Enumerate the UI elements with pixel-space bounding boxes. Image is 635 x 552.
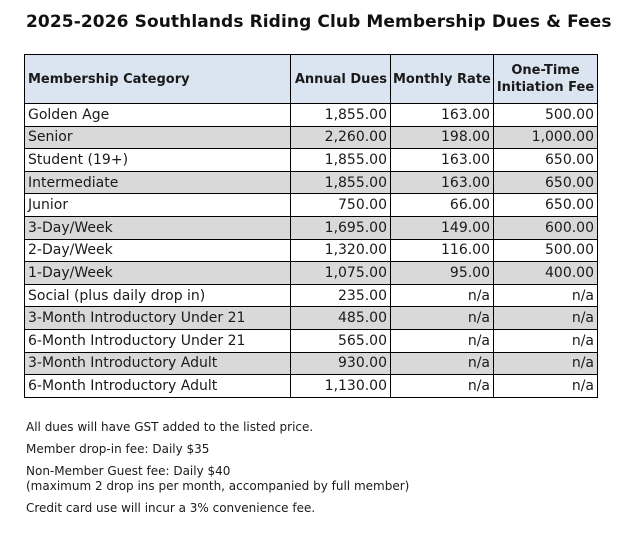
table-row	[25, 126, 598, 149]
cell-initiation-fee: n/a	[494, 352, 598, 375]
table-row	[25, 375, 598, 398]
cell-initiation-fee: 600.00	[494, 216, 598, 239]
cell-annual-dues: 750.00	[291, 194, 391, 217]
cell-monthly-rate: 116.00	[391, 239, 494, 262]
table-row	[25, 216, 598, 239]
cell-monthly-rate: n/a	[391, 329, 494, 352]
cell-category: 3-Day/Week	[25, 216, 291, 239]
note-member-dropin: Member drop-in fee: Daily $35	[26, 442, 210, 456]
table-row	[25, 307, 598, 330]
cell-annual-dues: 1,855.00	[291, 104, 391, 127]
cell-category: 3-Month Introductory Adult	[25, 352, 291, 375]
cell-category: Junior	[25, 194, 291, 217]
cell-category: Student (19+)	[25, 149, 291, 172]
cell-category: 6-Month Introductory Adult	[25, 375, 291, 398]
table-row	[25, 284, 598, 307]
table-row	[25, 262, 598, 285]
cell-monthly-rate: 95.00	[391, 262, 494, 285]
table-row	[25, 329, 598, 352]
table-row	[25, 239, 598, 262]
header-initiation-line1: One-Time	[511, 63, 580, 78]
cell-annual-dues: 1,855.00	[291, 149, 391, 172]
cell-monthly-rate: 163.00	[391, 104, 494, 127]
cell-monthly-rate: n/a	[391, 375, 494, 398]
note-credit-card: Credit card use will incur a 3% convenience fee.	[26, 501, 316, 515]
cell-annual-dues: 1,695.00	[291, 216, 391, 239]
cell-annual-dues: 1,130.00	[291, 375, 391, 398]
cell-initiation-fee: 500.00	[494, 239, 598, 262]
cell-initiation-fee: 500.00	[494, 104, 598, 127]
header-initiation-line2: Initiation Fee	[496, 80, 595, 95]
note-gst: All dues will have GST added to the listed price.	[26, 420, 314, 434]
note-guest-condition: (maximum 2 drop ins per month, accompanied by full member)	[26, 479, 410, 493]
header-monthly-rate: Monthly Rate	[391, 55, 494, 104]
cell-initiation-fee: n/a	[494, 375, 598, 398]
cell-initiation-fee: 650.00	[494, 149, 598, 172]
cell-annual-dues: 1,855.00	[291, 171, 391, 194]
cell-initiation-fee: 650.00	[494, 171, 598, 194]
cell-annual-dues: 485.00	[291, 307, 391, 330]
cell-annual-dues: 1,075.00	[291, 262, 391, 285]
dues-table	[24, 54, 598, 398]
cell-category: 6-Month Introductory Under 21	[25, 329, 291, 352]
cell-monthly-rate: n/a	[391, 284, 494, 307]
table-row	[25, 194, 598, 217]
table-row	[25, 104, 598, 127]
table-row	[25, 149, 598, 172]
cell-monthly-rate: n/a	[391, 352, 494, 375]
notes-section	[26, 420, 409, 516]
cell-monthly-rate: 198.00	[391, 126, 494, 149]
cell-initiation-fee: n/a	[494, 329, 598, 352]
header-initiation-fee	[494, 55, 598, 104]
cell-category: Senior	[25, 126, 291, 149]
cell-annual-dues: 565.00	[291, 329, 391, 352]
cell-initiation-fee: 650.00	[494, 194, 598, 217]
cell-monthly-rate: 163.00	[391, 171, 494, 194]
header-category: Membership Category	[25, 55, 291, 104]
cell-initiation-fee: n/a	[494, 284, 598, 307]
page-title: 2025-2026 Southlands Riding Club Membership Dues & Fees	[26, 12, 612, 32]
cell-annual-dues: 1,320.00	[291, 239, 391, 262]
cell-annual-dues: 235.00	[291, 284, 391, 307]
table-header-row	[25, 55, 598, 104]
cell-initiation-fee: 1,000.00	[494, 126, 598, 149]
cell-category: 2-Day/Week	[25, 239, 291, 262]
cell-monthly-rate: 163.00	[391, 149, 494, 172]
cell-category: Social (plus daily drop in)	[25, 284, 291, 307]
table-row	[25, 171, 598, 194]
cell-monthly-rate: 66.00	[391, 194, 494, 217]
cell-category: Intermediate	[25, 171, 291, 194]
cell-category: 3-Month Introductory Under 21	[25, 307, 291, 330]
cell-initiation-fee: 400.00	[494, 262, 598, 285]
cell-monthly-rate: n/a	[391, 307, 494, 330]
cell-monthly-rate: 149.00	[391, 216, 494, 239]
note-guest-fee: Non-Member Guest fee: Daily $40	[26, 464, 231, 478]
table-row	[25, 352, 598, 375]
cell-initiation-fee: n/a	[494, 307, 598, 330]
cell-annual-dues: 930.00	[291, 352, 391, 375]
cell-category: 1-Day/Week	[25, 262, 291, 285]
cell-category: Golden Age	[25, 104, 291, 127]
header-annual-dues: Annual Dues	[291, 55, 391, 104]
cell-annual-dues: 2,260.00	[291, 126, 391, 149]
